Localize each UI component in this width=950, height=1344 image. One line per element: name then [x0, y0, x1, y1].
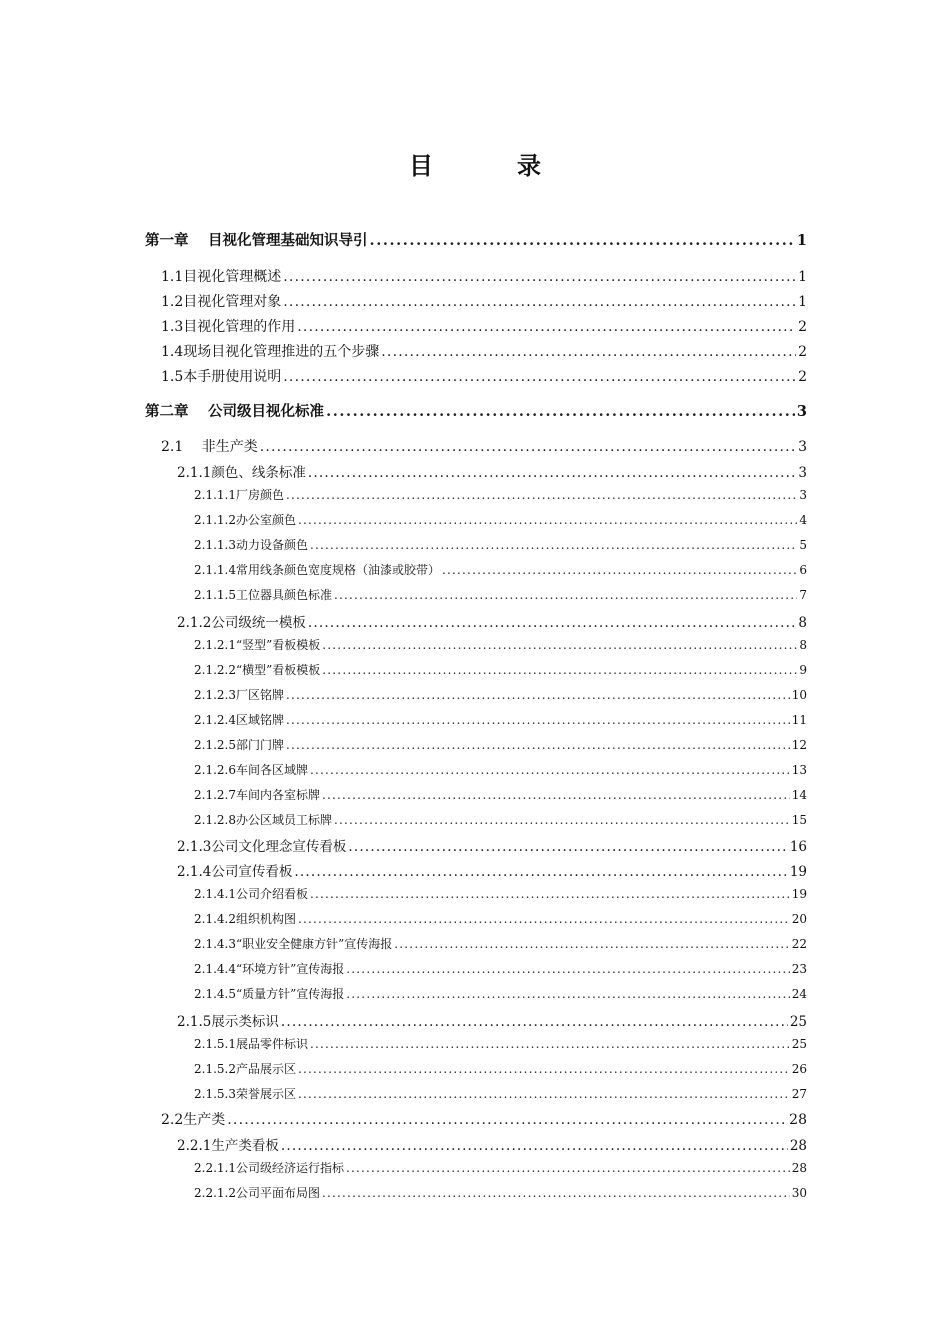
toc-leader-dots: [310, 538, 797, 552]
toc-entry[interactable]: [194, 711, 807, 728]
toc-page-number: 30: [791, 1186, 807, 1200]
toc-entry-label: 2.1.4.4“环境方针”宣传海报: [194, 962, 345, 976]
toc-leader-dots: [310, 887, 790, 901]
toc-page-number: 26: [791, 1062, 807, 1076]
toc-leader-dots: [334, 813, 790, 827]
toc-page-number: 20: [791, 912, 807, 926]
toc-entry[interactable]: [161, 266, 807, 286]
toc-leader-dots: [283, 294, 796, 310]
toc-entry[interactable]: [177, 461, 807, 481]
toc-title: 目 录: [409, 151, 571, 180]
toc-page-number: 10: [791, 688, 807, 702]
toc-entry[interactable]: [161, 291, 807, 311]
toc-leader-dots: [322, 1186, 790, 1200]
toc-leader-dots: [286, 688, 790, 702]
toc-leader-dots: [322, 663, 797, 677]
toc-page-number: 2: [798, 344, 807, 360]
toc-entry-label: 2.1.4.5“质量方针”宣传海报: [194, 987, 345, 1001]
toc-page-number: 3: [798, 439, 807, 455]
toc-entry-label: 2.1.2.5部门门牌: [194, 738, 284, 752]
toc-entry-label: 2.1.2.1“竖型”看板模板: [194, 638, 321, 652]
toc-leader-dots: [281, 1014, 788, 1030]
toc-entry-label: 1.1目视化管理概述: [161, 269, 282, 285]
toc-entry-label: 2.1.2.8办公区域员工标牌: [194, 813, 332, 827]
toc-page-number: 25: [791, 1037, 807, 1051]
toc-page-number: 25: [789, 1014, 807, 1030]
toc-page-number: 1: [798, 294, 807, 310]
toc-entry[interactable]: [194, 786, 807, 803]
toc-leader-dots: [346, 987, 789, 1001]
toc-page-number: 3: [799, 488, 807, 502]
toc-entry-label: 1.4现场目视化管理推进的五个步骤: [161, 344, 380, 360]
toc-page-number: 28: [789, 1138, 807, 1154]
toc-leader-dots: [298, 1087, 790, 1101]
toc-entry-label: 2.1.5.2产品展示区: [194, 1062, 296, 1076]
toc-entry[interactable]: [161, 436, 807, 456]
toc-page-number: 28: [791, 1161, 807, 1175]
toc-leader-dots: [348, 839, 787, 855]
toc-entry-label: 2.1.2.7车间内各室标牌: [194, 788, 320, 802]
toc-entry-label: 2.2生产类: [161, 1112, 226, 1128]
toc-entry[interactable]: [194, 486, 807, 503]
toc-leader-dots: [286, 713, 790, 727]
toc-entry[interactable]: [194, 811, 807, 828]
toc-leader-dots: [298, 513, 797, 527]
toc-entry[interactable]: [194, 1060, 807, 1077]
toc-entry[interactable]: [194, 1035, 807, 1052]
toc-entry[interactable]: [194, 661, 807, 678]
toc-leader-dots: [346, 962, 789, 976]
toc-leader-dots: [326, 403, 795, 420]
toc-entry[interactable]: [161, 316, 807, 336]
toc-leader-dots: [298, 912, 790, 926]
toc-entry[interactable]: [161, 1109, 807, 1129]
toc-entry[interactable]: [194, 910, 807, 927]
toc-entry-label: 2.1.2.3厂区铭牌: [194, 688, 284, 702]
toc-page-number: 2: [798, 369, 807, 385]
toc-leader-dots: [227, 1112, 787, 1128]
toc-page-number: 7: [799, 588, 807, 602]
toc-entry[interactable]: [194, 561, 807, 578]
toc-page-number: 16: [789, 839, 807, 855]
toc-leader-dots: [310, 1037, 790, 1051]
toc-entry-label: 2.1.1颜色、线条标准: [177, 465, 306, 481]
toc-leader-dots: [381, 344, 796, 360]
toc-leader-dots: [260, 439, 796, 455]
toc-leader-dots: [297, 319, 796, 335]
toc-entry[interactable]: [177, 860, 807, 880]
toc-page-number: 1: [798, 269, 807, 285]
toc-entry[interactable]: [194, 935, 807, 952]
toc-leader-dots: [308, 615, 797, 631]
toc-entry[interactable]: [161, 366, 807, 386]
toc-page-number: 11: [791, 713, 807, 727]
toc-entry[interactable]: [194, 511, 807, 528]
toc-entry[interactable]: [194, 636, 807, 653]
toc-page-number: 24: [791, 987, 807, 1001]
toc-leader-dots: [281, 1138, 788, 1154]
toc-entry-label: 1.5本手册使用说明: [161, 369, 282, 385]
toc-leader-dots: [294, 864, 787, 880]
toc-leader-dots: [298, 1062, 790, 1076]
toc-page-number: 19: [791, 887, 807, 901]
toc-entry-label: 2.1.1.5工位器具颜色标准: [194, 588, 332, 602]
toc-entry[interactable]: [194, 1184, 807, 1201]
toc-leader-dots: [286, 488, 797, 502]
toc-page-number: 28: [789, 1112, 807, 1128]
toc-leader-dots: [308, 465, 797, 481]
toc-page-number: 15: [791, 813, 807, 827]
toc-entry-label: 2.1.5展示类标识: [177, 1014, 279, 1030]
toc-page-number: 5: [799, 538, 807, 552]
toc-entry-label: 2.1.4.3“职业安全健康方针”宣传海报: [194, 937, 393, 951]
toc-entry[interactable]: [194, 586, 807, 603]
toc-leader-dots: [346, 1161, 790, 1175]
toc-leader-dots: [310, 763, 790, 777]
toc-page-number: 8: [799, 638, 807, 652]
toc-entry-label: 2.1.2公司级统一模板: [177, 615, 306, 631]
toc-entry-label: 第一章 目视化管理基础知识导引: [145, 232, 368, 249]
toc-page-number: 4: [799, 513, 807, 527]
toc-entry-label: 1.3目视化管理的作用: [161, 319, 296, 335]
toc-leader-dots: [442, 563, 797, 577]
toc-entry[interactable]: [194, 885, 807, 902]
toc-entry-label: 2.1.2.4区域铭牌: [194, 713, 284, 727]
toc-entry-label: 2.1.2.6车间各区域牌: [194, 763, 308, 777]
toc-entry[interactable]: [145, 400, 807, 421]
toc-page-number: 6: [799, 563, 807, 577]
toc-entry-label: 2.1.4公司宣传看板: [177, 864, 293, 880]
toc-entry-label: 1.2目视化管理对象: [161, 294, 282, 310]
toc-entry-label: 2.1.1.4常用线条颜色宽度规格（油漆或胶带）: [194, 563, 440, 577]
toc-leader-dots: [283, 369, 796, 385]
toc-entry[interactable]: [194, 536, 807, 553]
toc-leader-dots: [286, 738, 790, 752]
toc-page-number: 3: [796, 403, 807, 420]
toc-page-number: 9: [799, 663, 807, 677]
toc-entry[interactable]: [177, 835, 807, 855]
toc-entry-label: 2.1.5.3荣誉展示区: [194, 1087, 296, 1101]
toc-page-number: 13: [791, 763, 807, 777]
toc-leader-dots: [322, 638, 797, 652]
toc-page-number: 23: [791, 962, 807, 976]
toc-page-number: 3: [798, 465, 807, 481]
toc-entry-label: 2.1.1.1厂房颜色: [194, 488, 284, 502]
toc-page-number: 1: [796, 232, 807, 249]
toc-entry-label: 2.2.1生产类看板: [177, 1138, 279, 1154]
toc-page-number: 2: [798, 319, 807, 335]
toc-entry-label: 2.1.2.2“横型”看板模板: [194, 663, 321, 677]
toc-entry[interactable]: [194, 686, 807, 703]
toc-entry-label: 2.1.1.2办公室颜色: [194, 513, 296, 527]
toc-entry[interactable]: [194, 1085, 807, 1102]
toc-entry-label: 2.1.4.1公司介绍看板: [194, 887, 308, 901]
toc-entry[interactable]: [177, 1010, 807, 1030]
toc-entry-label: 2.1 非生产类: [161, 439, 258, 455]
toc-entry-label: 2.1.1.3动力设备颜色: [194, 538, 308, 552]
toc-entry-label: 2.1.3公司文化理念宣传看板: [177, 839, 347, 855]
toc-entry-label: 2.1.4.2组织机构图: [194, 912, 296, 926]
toc-page-number: 22: [791, 937, 807, 951]
toc-entry-label: 2.2.1.1公司级经济运行指标: [194, 1161, 344, 1175]
toc-entry[interactable]: [177, 611, 807, 631]
toc-leader-dots: [334, 588, 797, 602]
toc-entry-label: 第二章 公司级目视化标准: [145, 403, 325, 420]
toc-entry[interactable]: [161, 341, 807, 361]
toc-entry-label: 2.1.5.1展品零件标识: [194, 1037, 308, 1051]
toc-entry[interactable]: [194, 960, 807, 977]
toc-entry[interactable]: [177, 1134, 807, 1154]
toc-page-number: 8: [798, 615, 807, 631]
toc-entry-label: 2.2.1.2公司平面布局图: [194, 1186, 320, 1200]
toc-entry[interactable]: [194, 985, 807, 1002]
toc-page-number: 12: [791, 738, 807, 752]
toc-leader-dots: [283, 269, 796, 285]
toc-entry[interactable]: [194, 761, 807, 778]
toc-entry[interactable]: [194, 736, 807, 753]
toc-leader-dots: [394, 937, 789, 951]
toc-page-number: 19: [789, 864, 807, 880]
toc-page-number: 27: [791, 1087, 807, 1101]
toc-leader-dots: [370, 232, 795, 249]
toc-entry[interactable]: [145, 229, 807, 250]
toc-leader-dots: [322, 788, 790, 802]
toc-entry[interactable]: [194, 1159, 807, 1176]
toc-page-number: 14: [791, 788, 807, 802]
